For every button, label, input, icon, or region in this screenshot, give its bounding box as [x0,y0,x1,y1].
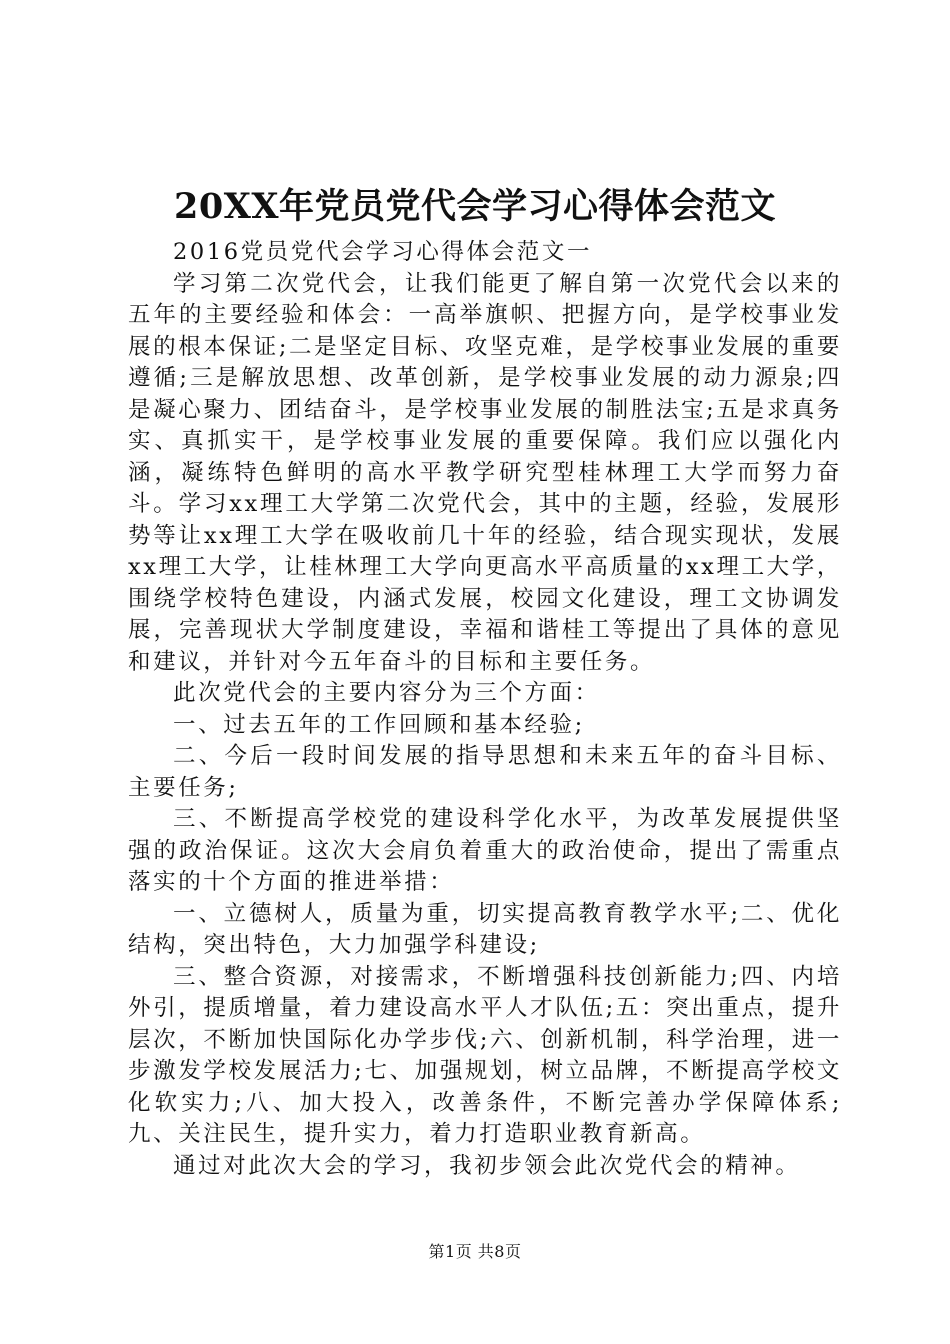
paragraph: 三、不断提高学校党的建设科学化水平，为改革发展提供坚强的政治保证。这次大会肩负着重大的政治使命，提出了需重点落实的十个方面的推进举措： [128,806,842,895]
paragraph: 学习第二次党代会，让我们能更了解自第一次党代会以来的五年的主要经验和体会：一高举旗帜、把握方向，是学校事业发展的根本保证;二是坚定目标、攻坚克难，是学校事业发展的重要遵循;三是解放思想、改革创新，是学校事业发展的动力源泉;四是凝心聚力、团结奋斗，是学校事业发展的制胜法宝;五是求真务实、真抓实干，是学校事业发展的重要保障。我们应以强化内涵，凝练特色鲜明的高水平教学研究型桂林理工大学而努力奋斗。学习xx理工大学第二次党代会，其中的主题，经验，发展形势等让xx理工大学在吸收前几十年的经验，结合现实现状，发展xx理工大学，让桂林理工大学向更高水平高质量的xx理工大学，围绕学校特色建设，内涵式发展，校园文化建设，理工文协调发展，完善现状大学制度建设，幸福和谐桂工等提出了具体的意见和建议，并针对今五年奋斗的目标和主要任务。 [128,270,842,675]
page-number-footer: 第1页 共8页 [428,1242,522,1261]
document-title: 20XX年党员党代会学习心得体会范文 [173,186,777,227]
document-body [128,237,842,1182]
paragraph: 此次党代会的主要内容分为三个方面： [173,680,600,706]
paragraph: 一、立德树人，质量为重，切实提高教育教学水平;二、优化结构，突出特色，大力加强学科建设; [128,900,842,958]
paragraph: 通过对此次大会的学习，我初步领会此次党代会的精神。 [173,1152,801,1179]
paragraph: 三、整合资源，对接需求，不断增强科技创新能力;四、内培外引，提质增量，着力建设高水平人才队伍;五：突出重点，提升层次，不断加快国际化办学步伐;六、创新机制，科学治理，进一步激发学校发展活力;七、加强规划，树立品牌，不断提高学校文化软实力;八、加大投入，改善条件，不断完善办学保障体系;九、关注民生，提升实力，着力打造职业教育新高。 [128,963,842,1147]
paragraph: 2016党员党代会学习心得体会范文一 [173,239,593,265]
paragraph: 一、过去五年的工作回顾和基本经验; [173,711,585,738]
paragraph: 二、今后一段时间发展的指导思想和未来五年的奋斗目标、主要任务; [128,743,842,801]
